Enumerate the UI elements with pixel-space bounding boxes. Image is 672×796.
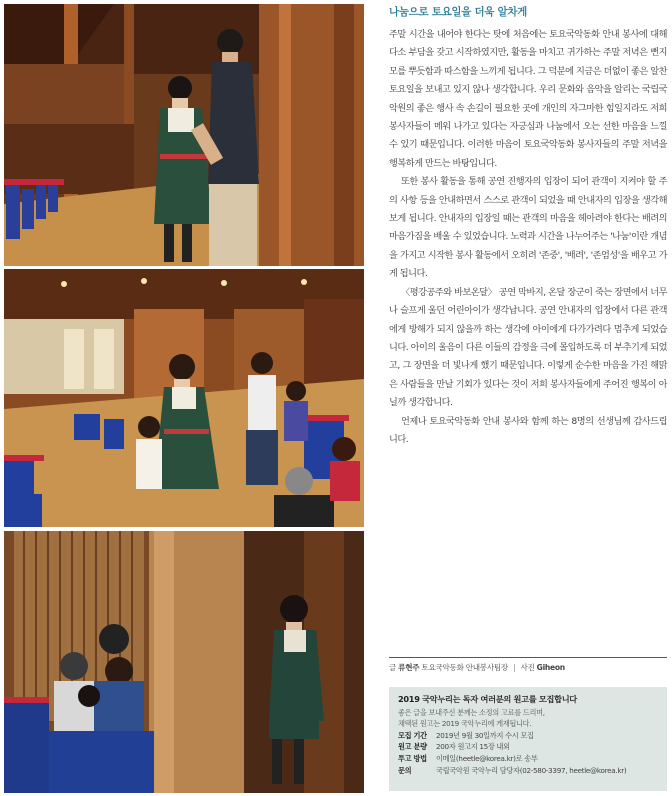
author-credit — [389, 662, 667, 673]
notice-contact-key: 문의 — [398, 765, 412, 775]
credit-divider — [389, 657, 667, 658]
notice-row-period — [398, 730, 658, 742]
article-paragraph-3: 〈평강공주와 바보온달〉 공연 막바지, 온달 장군이 죽는 장면에서 너무나 슬프게 울던 어린아이가 생각납니다. 공연 안내자의 입장에서 다른 관객에게 방해가 되지 않을까 하는 생각에 아이에게 다가가려다 멈추게 되었습니다. 아이의 울음이 다른 이들의 감정을 극에 몰입하도록 더 부추기게 되었고, 그 장면을 더 빛나게 했기 때문입니다. 이렇게 순수한 마음을 가진 해맑은 사람들을 만날 기회가 있다는 것이 저희 봉사자들에게 주어진 행복이 아닐까 생각합니다. — [389, 286, 667, 409]
notice-length-value: 200자 원고지 15장 내외 — [436, 742, 510, 752]
notice-period-key: 모집 기간 — [398, 730, 427, 740]
notice-row-method — [398, 753, 658, 765]
photo-2-illustration — [4, 269, 364, 527]
photo-3-illustration — [4, 531, 364, 793]
credit-separator: | — [513, 663, 516, 672]
notice-contact-value: 국립국악원 국악누리 담당자(02-580-3397, heetle@korea.kr) — [436, 765, 627, 775]
article-paragraph-2: 또한 봉사 활동을 통해 공연 진행자의 입장이 되어 관객이 지켜야 할 주의 사항 등을 안내하면서 스스로 관객이 되었을 때 안내자의 입장을 생각해보게 됩니다. 안내자의 입장일 때는 관객의 마음을 헤아려야 한다는 배려의 마음가짐을 배울 수 있었습니다. 노력과 시간을 나누어주는 '나눔'이란 개념을 가지고 시작한 봉사 활동에서 오히려 '존중', '배려', '존엄성'을 배우고 가게 됩니다. — [389, 176, 667, 280]
photo-volunteer-checking-ticket — [4, 4, 364, 266]
notice-period-value: 2019년 9월 30일까지 수시 모집 — [436, 730, 534, 740]
notice-length-key: 원고 분량 — [398, 742, 427, 752]
notice-method-key: 투고 방법 — [398, 754, 427, 764]
notice-row-contact — [398, 765, 658, 777]
article — [389, 4, 667, 449]
credit-author-role: 토요국악동화 안내봉사팀장 — [421, 663, 508, 672]
article-subhead: 나눔으로 토요일을 더욱 알차게 — [389, 6, 528, 18]
article-paragraph-4: 언제나 토요국악동화 안내 봉사와 함께 하는 8명의 선생님께 감사드립니다. — [389, 415, 667, 445]
photo-volunteer-with-children — [4, 269, 364, 527]
notice-title: 2019 국악누리는 독자 여러분의 원고를 모집합니다 — [398, 694, 577, 704]
photo-volunteer-watching-audience — [4, 531, 364, 793]
notice-line-2: 채택된 원고는 2019 국악누리에 게재됩니다. — [398, 719, 532, 729]
credit-photo-prefix: 사진 — [520, 663, 535, 672]
notice-method-value: 이메일(heetle@korea.kr)로 송부 — [436, 754, 538, 764]
photo-1-illustration — [4, 4, 364, 266]
credit-prefix: 글 — [389, 663, 397, 672]
credit-photographer: Giheon — [536, 663, 565, 672]
notice-row-length — [398, 741, 658, 753]
credit-author: 류현주 — [398, 663, 420, 672]
article-paragraph-1: 주말 시간을 내어야 한다는 탓에 처음에는 토요국악동화 안내 봉사에 대해 다소 부담을 갖고 시작하였지만, 활동을 마치고 귀가하는 주말 저녁은 뻔지 모를 뿌듯함과 따스함을 느끼게 됩니다. 그 덕분에 지금은 더없이 좋은 알찬 토요일을 보내고 있지 않나 생각합니다. 우리 문화와 음악을 알리는 국립국악원의 좋은 행사 속 손길이 필요한 곳에 개인의 자그마한 힘일지라도 저희 봉사자들이 메워 나가고 있다는 자긍심과 나눔에서 오는 선한 마음을 느낄 수 있기 때문입니다. 이러한 마음이 토요국악동화 봉사자들의 주말 저녁을 행복하게 만드는 바탕입니다. — [389, 29, 667, 169]
notice-line-1: 좋은 글을 보내주신 분께는 소정의 고료를 드리며, — [398, 708, 545, 717]
submission-notice — [389, 687, 667, 791]
